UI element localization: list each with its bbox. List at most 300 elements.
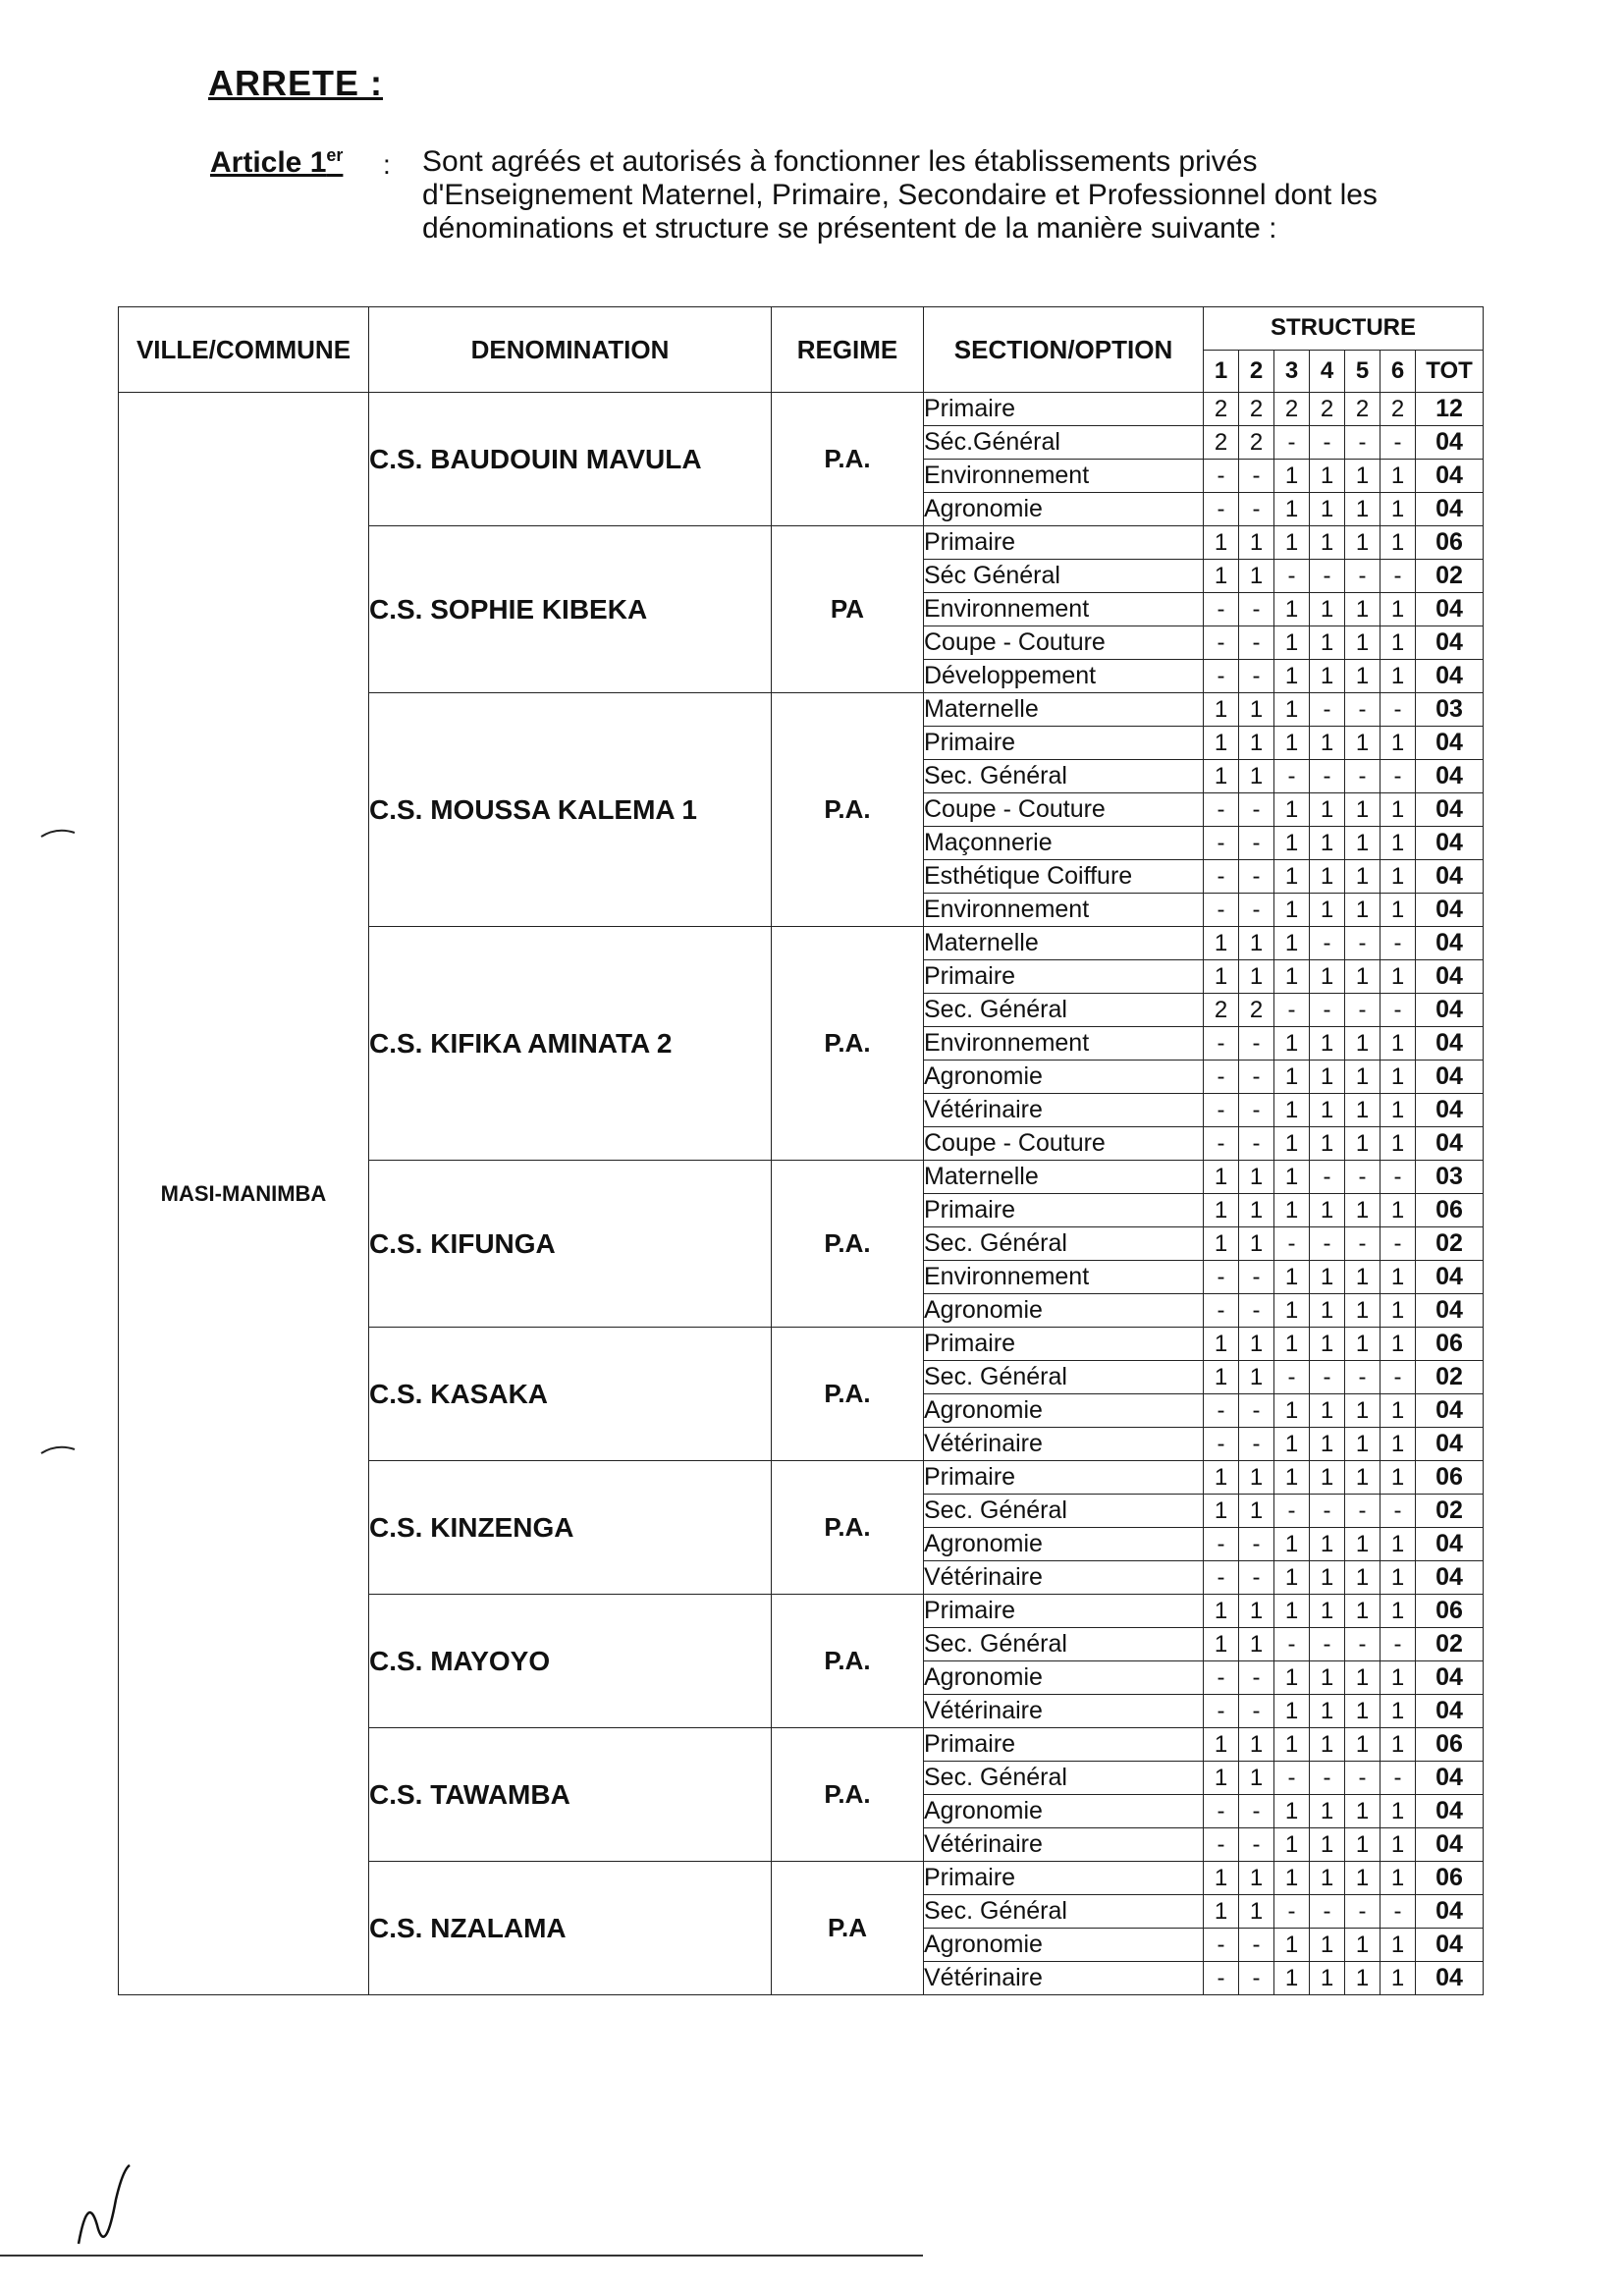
structure-year-3-cell: 1 [1274, 1929, 1310, 1962]
structure-year-6-cell: 1 [1380, 793, 1416, 827]
structure-year-2-cell: 1 [1239, 1895, 1274, 1929]
structure-year-2-cell: 1 [1239, 693, 1274, 727]
structure-year-5-cell: 1 [1345, 1795, 1380, 1828]
structure-year-5-cell: 1 [1345, 1728, 1380, 1762]
structure-year-3-cell: 1 [1274, 1962, 1310, 1995]
ville-cell: MASI-MANIMBA [119, 393, 369, 1995]
structure-year-6-cell: - [1380, 1628, 1416, 1661]
structure-year-5-cell: 1 [1345, 1661, 1380, 1695]
structure-year-5-cell: 1 [1345, 1194, 1380, 1227]
denomination-cell: C.S. MOUSSA KALEMA 1 [369, 693, 772, 927]
structure-year-6-cell: 1 [1380, 593, 1416, 626]
structure-year-4-cell: - [1310, 927, 1345, 960]
structure-year-6-cell: 1 [1380, 1027, 1416, 1061]
structure-year-3-cell: 1 [1274, 1127, 1310, 1161]
structure-total-cell: 04 [1416, 827, 1484, 860]
structure-year-3-cell: 1 [1274, 927, 1310, 960]
section-cell: Esthétique Coiffure [924, 860, 1204, 894]
structure-year-1-cell: - [1204, 660, 1239, 693]
structure-year-5-cell: - [1345, 1762, 1380, 1795]
structure-year-4-cell: 2 [1310, 393, 1345, 426]
header-col-4: 4 [1310, 350, 1345, 393]
bottom-rule [0, 2255, 923, 2257]
structure-year-1-cell: - [1204, 793, 1239, 827]
structure-year-6-cell: 1 [1380, 827, 1416, 860]
structure-year-2-cell: - [1239, 827, 1274, 860]
structure-year-6-cell: 1 [1380, 1828, 1416, 1862]
article-label [210, 145, 343, 180]
structure-year-5-cell: - [1345, 1495, 1380, 1528]
structure-year-1-cell: - [1204, 1394, 1239, 1428]
section-cell: Agronomie [924, 1061, 1204, 1094]
structure-year-5-cell: 1 [1345, 860, 1380, 894]
structure-year-5-cell: 1 [1345, 493, 1380, 526]
structure-year-6-cell: 1 [1380, 626, 1416, 660]
structure-year-2-cell: - [1239, 1127, 1274, 1161]
section-cell: Agronomie [924, 1661, 1204, 1695]
structure-year-1-cell: 1 [1204, 1461, 1239, 1495]
structure-year-2-cell: - [1239, 1394, 1274, 1428]
header-col-tot: TOT [1416, 350, 1484, 393]
structure-year-1-cell: - [1204, 460, 1239, 493]
structure-total-cell: 12 [1416, 393, 1484, 426]
structure-year-6-cell: 1 [1380, 1328, 1416, 1361]
denomination-cell: C.S. KIFIKA AMINATA 2 [369, 927, 772, 1161]
section-cell: Maternelle [924, 1161, 1204, 1194]
header-section: SECTION/OPTION [924, 307, 1204, 393]
structure-year-1-cell: 1 [1204, 1628, 1239, 1661]
structure-year-4-cell: 1 [1310, 1328, 1345, 1361]
section-cell: Vétérinaire [924, 1428, 1204, 1461]
structure-year-4-cell: 1 [1310, 1862, 1345, 1895]
structure-year-4-cell: 1 [1310, 1561, 1345, 1595]
structure-year-5-cell: 1 [1345, 1127, 1380, 1161]
structure-year-4-cell: 1 [1310, 1261, 1345, 1294]
structure-year-3-cell: 1 [1274, 1328, 1310, 1361]
structure-year-4-cell: 1 [1310, 1695, 1345, 1728]
structure-total-cell: 04 [1416, 1661, 1484, 1695]
structure-year-6-cell: 1 [1380, 860, 1416, 894]
structure-year-6-cell: 1 [1380, 1461, 1416, 1495]
structure-year-5-cell: 1 [1345, 1328, 1380, 1361]
structure-year-1-cell: 1 [1204, 727, 1239, 760]
regime-cell: P.A. [772, 1161, 924, 1328]
header-col-5: 5 [1345, 350, 1380, 393]
structure-year-4-cell: 1 [1310, 1661, 1345, 1695]
structure-year-3-cell: 1 [1274, 1194, 1310, 1227]
structure-year-3-cell: - [1274, 760, 1310, 793]
structure-year-1-cell: 1 [1204, 1194, 1239, 1227]
structure-year-3-cell: 1 [1274, 1695, 1310, 1728]
structure-year-5-cell: 1 [1345, 960, 1380, 994]
structure-total-cell: 02 [1416, 1361, 1484, 1394]
structure-total-cell: 04 [1416, 994, 1484, 1027]
structure-year-2-cell: - [1239, 626, 1274, 660]
section-cell: Primaire [924, 1862, 1204, 1895]
structure-year-6-cell: 1 [1380, 1929, 1416, 1962]
structure-year-5-cell: - [1345, 1361, 1380, 1394]
structure-year-1-cell: - [1204, 1828, 1239, 1862]
structure-year-2-cell: 1 [1239, 960, 1274, 994]
structure-year-2-cell: - [1239, 1695, 1274, 1728]
structure-year-4-cell: 1 [1310, 1828, 1345, 1862]
structure-year-3-cell: - [1274, 994, 1310, 1027]
denomination-cell: C.S. BAUDOUIN MAVULA [369, 393, 772, 526]
structure-year-4-cell: 1 [1310, 493, 1345, 526]
structure-total-cell: 04 [1416, 593, 1484, 626]
section-cell: Vétérinaire [924, 1561, 1204, 1595]
structure-total-cell: 04 [1416, 793, 1484, 827]
structure-year-5-cell: 1 [1345, 1461, 1380, 1495]
structure-year-1-cell: 1 [1204, 1328, 1239, 1361]
structure-total-cell: 04 [1416, 1962, 1484, 1995]
structure-year-1-cell: - [1204, 1695, 1239, 1728]
structure-year-6-cell: 1 [1380, 1661, 1416, 1695]
structure-year-6-cell: 1 [1380, 1094, 1416, 1127]
denomination-cell: C.S. NZALAMA [369, 1862, 772, 1995]
structure-year-5-cell: - [1345, 927, 1380, 960]
article-text: Sont agréés et autorisés à fonctionner les établissements privés d'Enseignement Maternel, Primaire, Secondaire et Professionnel dont les dénominations et structure se présentent de la manière suivante : [422, 145, 1378, 245]
structure-total-cell: 04 [1416, 760, 1484, 793]
structure-year-2-cell: - [1239, 1929, 1274, 1962]
margin-mark [39, 825, 79, 841]
structure-year-4-cell: 1 [1310, 1394, 1345, 1428]
arrete-heading: ARRETE : [208, 63, 383, 103]
structure-year-1-cell: 1 [1204, 693, 1239, 727]
structure-total-cell: 02 [1416, 560, 1484, 593]
structure-year-1-cell: - [1204, 1795, 1239, 1828]
structure-year-1-cell: 1 [1204, 1862, 1239, 1895]
structure-year-4-cell: 1 [1310, 460, 1345, 493]
structure-year-3-cell: 1 [1274, 460, 1310, 493]
structure-year-2-cell: - [1239, 593, 1274, 626]
structure-year-1-cell: 1 [1204, 1361, 1239, 1394]
structure-year-2-cell: 1 [1239, 1495, 1274, 1528]
structure-year-5-cell: - [1345, 1227, 1380, 1261]
header-ville: VILLE/COMMUNE [119, 307, 369, 393]
structure-year-6-cell: 2 [1380, 393, 1416, 426]
structure-year-6-cell: 1 [1380, 1261, 1416, 1294]
structure-year-3-cell: - [1274, 1895, 1310, 1929]
header-denomination: DENOMINATION [369, 307, 772, 393]
section-cell: Primaire [924, 960, 1204, 994]
structure-year-5-cell: - [1345, 1895, 1380, 1929]
regime-cell: P.A. [772, 393, 924, 526]
structure-year-4-cell: 1 [1310, 1127, 1345, 1161]
section-cell: Primaire [924, 1728, 1204, 1762]
section-cell: Agronomie [924, 1294, 1204, 1328]
section-cell: Agronomie [924, 1394, 1204, 1428]
structure-year-6-cell: 1 [1380, 1695, 1416, 1728]
structure-year-6-cell: 1 [1380, 1528, 1416, 1561]
denomination-cell: C.S. MAYOYO [369, 1595, 772, 1728]
structure-year-4-cell: - [1310, 1762, 1345, 1795]
structure-year-1-cell: - [1204, 493, 1239, 526]
article-label-sup: er [326, 145, 344, 165]
structure-year-4-cell: 1 [1310, 1428, 1345, 1461]
structure-year-1-cell: 1 [1204, 760, 1239, 793]
structure-year-1-cell: - [1204, 1962, 1239, 1995]
structure-year-3-cell: 1 [1274, 593, 1310, 626]
section-cell: Agronomie [924, 1929, 1204, 1962]
structure-total-cell: 06 [1416, 1461, 1484, 1495]
structure-year-5-cell: 2 [1345, 393, 1380, 426]
structure-year-1-cell: - [1204, 1428, 1239, 1461]
structure-year-2-cell: - [1239, 493, 1274, 526]
structure-year-6-cell: - [1380, 994, 1416, 1027]
section-cell: Séc Général [924, 560, 1204, 593]
structure-year-5-cell: - [1345, 994, 1380, 1027]
section-cell: Agronomie [924, 1528, 1204, 1561]
section-cell: Maternelle [924, 927, 1204, 960]
structure-year-2-cell: - [1239, 1027, 1274, 1061]
structure-year-4-cell: 1 [1310, 827, 1345, 860]
structure-total-cell: 04 [1416, 727, 1484, 760]
structure-year-3-cell: - [1274, 1495, 1310, 1528]
structure-year-2-cell: 1 [1239, 1628, 1274, 1661]
regime-cell: P.A [772, 1862, 924, 1995]
structure-year-1-cell: - [1204, 827, 1239, 860]
structure-year-1-cell: 1 [1204, 1495, 1239, 1528]
structure-year-2-cell: 1 [1239, 1728, 1274, 1762]
structure-year-3-cell: 1 [1274, 1161, 1310, 1194]
structure-year-5-cell: 1 [1345, 1561, 1380, 1595]
structure-year-4-cell: 1 [1310, 727, 1345, 760]
structure-year-2-cell: 1 [1239, 1461, 1274, 1495]
structure-year-6-cell: 1 [1380, 1394, 1416, 1428]
structure-year-3-cell: - [1274, 1361, 1310, 1394]
structure-year-2-cell: 1 [1239, 1161, 1274, 1194]
table-body [119, 393, 1484, 1995]
structure-year-4-cell: 1 [1310, 1962, 1345, 1995]
structure-year-4-cell: - [1310, 1495, 1345, 1528]
section-cell: Sec. Général [924, 1628, 1204, 1661]
structure-year-5-cell: 1 [1345, 593, 1380, 626]
denomination-cell: C.S. KINZENGA [369, 1461, 772, 1595]
structure-year-3-cell: - [1274, 1227, 1310, 1261]
structure-year-1-cell: 1 [1204, 560, 1239, 593]
structure-year-4-cell: 1 [1310, 1027, 1345, 1061]
structure-year-3-cell: 1 [1274, 1528, 1310, 1561]
structure-year-6-cell: 1 [1380, 660, 1416, 693]
header-row [119, 307, 1484, 351]
structure-total-cell: 04 [1416, 894, 1484, 927]
structure-year-2-cell: - [1239, 1795, 1274, 1828]
structure-year-6-cell: 1 [1380, 1595, 1416, 1628]
structure-year-4-cell: 1 [1310, 894, 1345, 927]
regime-cell: P.A. [772, 1461, 924, 1595]
regime-cell: P.A. [772, 693, 924, 927]
structure-total-cell: 04 [1416, 1428, 1484, 1461]
structure-year-5-cell: 1 [1345, 626, 1380, 660]
header-regime: REGIME [772, 307, 924, 393]
structure-year-3-cell: - [1274, 560, 1310, 593]
structure-year-1-cell: 2 [1204, 994, 1239, 1027]
section-cell: Séc.Général [924, 426, 1204, 460]
structure-year-6-cell: 1 [1380, 526, 1416, 560]
structure-year-3-cell: 1 [1274, 693, 1310, 727]
structure-year-4-cell: - [1310, 1361, 1345, 1394]
structure-year-2-cell: - [1239, 1061, 1274, 1094]
structure-year-2-cell: - [1239, 660, 1274, 693]
structure-year-6-cell: 1 [1380, 727, 1416, 760]
structure-year-2-cell: - [1239, 1528, 1274, 1561]
structure-year-5-cell: 1 [1345, 1027, 1380, 1061]
structure-year-3-cell: 1 [1274, 960, 1310, 994]
structure-year-2-cell: - [1239, 1962, 1274, 1995]
structure-year-6-cell: 1 [1380, 1428, 1416, 1461]
structure-year-6-cell: 1 [1380, 460, 1416, 493]
structure-year-5-cell: 1 [1345, 1862, 1380, 1895]
article-colon: : [383, 149, 391, 180]
structure-year-5-cell: - [1345, 1628, 1380, 1661]
structure-year-2-cell: 1 [1239, 1762, 1274, 1795]
structure-year-3-cell: 1 [1274, 1828, 1310, 1862]
structure-year-4-cell: - [1310, 994, 1345, 1027]
structure-year-3-cell: 1 [1274, 894, 1310, 927]
structure-year-1-cell: 1 [1204, 927, 1239, 960]
structure-year-3-cell: 1 [1274, 1862, 1310, 1895]
structure-year-2-cell: - [1239, 1828, 1274, 1862]
section-cell: Maçonnerie [924, 827, 1204, 860]
structure-year-4-cell: 1 [1310, 1929, 1345, 1962]
section-cell: Sec. Général [924, 994, 1204, 1027]
structure-year-3-cell: - [1274, 426, 1310, 460]
structure-year-2-cell: - [1239, 1661, 1274, 1695]
section-cell: Sec. Général [924, 760, 1204, 793]
structure-total-cell: 04 [1416, 460, 1484, 493]
structure-year-2-cell: 2 [1239, 426, 1274, 460]
margin-mark [39, 1442, 79, 1457]
regime-cell: P.A. [772, 1328, 924, 1461]
structure-year-1-cell: 1 [1204, 1762, 1239, 1795]
structure-year-1-cell: - [1204, 1561, 1239, 1595]
structure-year-4-cell: 1 [1310, 626, 1345, 660]
structure-year-6-cell: - [1380, 560, 1416, 593]
section-cell: Coupe - Couture [924, 1127, 1204, 1161]
structure-year-3-cell: - [1274, 1628, 1310, 1661]
structure-year-6-cell: - [1380, 1895, 1416, 1929]
structure-year-2-cell: 1 [1239, 1328, 1274, 1361]
denomination-cell: C.S. KASAKA [369, 1328, 772, 1461]
denomination-cell: C.S. TAWAMBA [369, 1728, 772, 1862]
structure-total-cell: 04 [1416, 1561, 1484, 1595]
structure-year-2-cell: - [1239, 894, 1274, 927]
structure-year-3-cell: 1 [1274, 1428, 1310, 1461]
section-cell: Sec. Général [924, 1495, 1204, 1528]
structure-total-cell: 02 [1416, 1628, 1484, 1661]
structure-total-cell: 06 [1416, 526, 1484, 560]
structure-year-4-cell: 1 [1310, 860, 1345, 894]
structure-year-2-cell: - [1239, 860, 1274, 894]
section-cell: Coupe - Couture [924, 626, 1204, 660]
structure-year-3-cell: 1 [1274, 526, 1310, 560]
article-label-text: Article 1 [210, 146, 327, 179]
structure-year-4-cell: - [1310, 693, 1345, 727]
structure-year-1-cell: - [1204, 1528, 1239, 1561]
structure-total-cell: 06 [1416, 1328, 1484, 1361]
structure-year-1-cell: 1 [1204, 1595, 1239, 1628]
structure-year-1-cell: - [1204, 1061, 1239, 1094]
structure-year-5-cell: 1 [1345, 1528, 1380, 1561]
structure-year-6-cell: - [1380, 1227, 1416, 1261]
structure-year-6-cell: - [1380, 1361, 1416, 1394]
structure-year-3-cell: 1 [1274, 827, 1310, 860]
structure-year-4-cell: - [1310, 760, 1345, 793]
structure-year-3-cell: 1 [1274, 793, 1310, 827]
structure-year-5-cell: - [1345, 693, 1380, 727]
structure-total-cell: 04 [1416, 1127, 1484, 1161]
structure-year-3-cell: 1 [1274, 1027, 1310, 1061]
establishments-table [118, 306, 1484, 1995]
structure-total-cell: 04 [1416, 1261, 1484, 1294]
section-cell: Sec. Général [924, 1762, 1204, 1795]
structure-year-3-cell: 1 [1274, 1394, 1310, 1428]
section-cell: Vétérinaire [924, 1828, 1204, 1862]
structure-year-4-cell: - [1310, 1227, 1345, 1261]
structure-year-2-cell: 1 [1239, 760, 1274, 793]
structure-year-4-cell: 1 [1310, 1194, 1345, 1227]
structure-total-cell: 04 [1416, 1929, 1484, 1962]
structure-total-cell: 06 [1416, 1194, 1484, 1227]
structure-year-2-cell: 1 [1239, 1227, 1274, 1261]
structure-year-2-cell: 1 [1239, 1862, 1274, 1895]
structure-year-4-cell: - [1310, 560, 1345, 593]
structure-year-3-cell: 1 [1274, 1595, 1310, 1628]
structure-total-cell: 04 [1416, 1061, 1484, 1094]
structure-total-cell: 04 [1416, 426, 1484, 460]
structure-year-5-cell: 1 [1345, 827, 1380, 860]
section-cell: Vétérinaire [924, 1695, 1204, 1728]
structure-total-cell: 04 [1416, 1394, 1484, 1428]
regime-cell: PA [772, 526, 924, 693]
structure-total-cell: 04 [1416, 660, 1484, 693]
structure-year-1-cell: 1 [1204, 526, 1239, 560]
structure-year-2-cell: 2 [1239, 393, 1274, 426]
structure-year-6-cell: 1 [1380, 1061, 1416, 1094]
section-cell: Environnement [924, 460, 1204, 493]
structure-year-4-cell: 1 [1310, 1595, 1345, 1628]
structure-year-6-cell: 1 [1380, 493, 1416, 526]
section-cell: Primaire [924, 1595, 1204, 1628]
section-cell: Coupe - Couture [924, 793, 1204, 827]
structure-year-4-cell: 1 [1310, 1094, 1345, 1127]
structure-year-2-cell: - [1239, 793, 1274, 827]
structure-year-3-cell: 1 [1274, 1294, 1310, 1328]
structure-year-1-cell: - [1204, 1027, 1239, 1061]
structure-year-5-cell: 1 [1345, 1261, 1380, 1294]
structure-year-1-cell: - [1204, 1094, 1239, 1127]
structure-year-5-cell: 1 [1345, 1962, 1380, 1995]
structure-year-2-cell: - [1239, 460, 1274, 493]
structure-year-3-cell: 1 [1274, 660, 1310, 693]
section-cell: Environnement [924, 894, 1204, 927]
structure-year-3-cell: 1 [1274, 1261, 1310, 1294]
structure-year-5-cell: 1 [1345, 727, 1380, 760]
structure-year-6-cell: 1 [1380, 1728, 1416, 1762]
structure-year-3-cell: 1 [1274, 1094, 1310, 1127]
section-cell: Agronomie [924, 493, 1204, 526]
structure-year-1-cell: 1 [1204, 1161, 1239, 1194]
structure-total-cell: 02 [1416, 1495, 1484, 1528]
structure-total-cell: 02 [1416, 1227, 1484, 1261]
structure-year-4-cell: 1 [1310, 660, 1345, 693]
structure-year-6-cell: 1 [1380, 1194, 1416, 1227]
structure-year-6-cell: 1 [1380, 1862, 1416, 1895]
structure-year-5-cell: 1 [1345, 660, 1380, 693]
structure-total-cell: 04 [1416, 493, 1484, 526]
section-cell: Primaire [924, 1328, 1204, 1361]
